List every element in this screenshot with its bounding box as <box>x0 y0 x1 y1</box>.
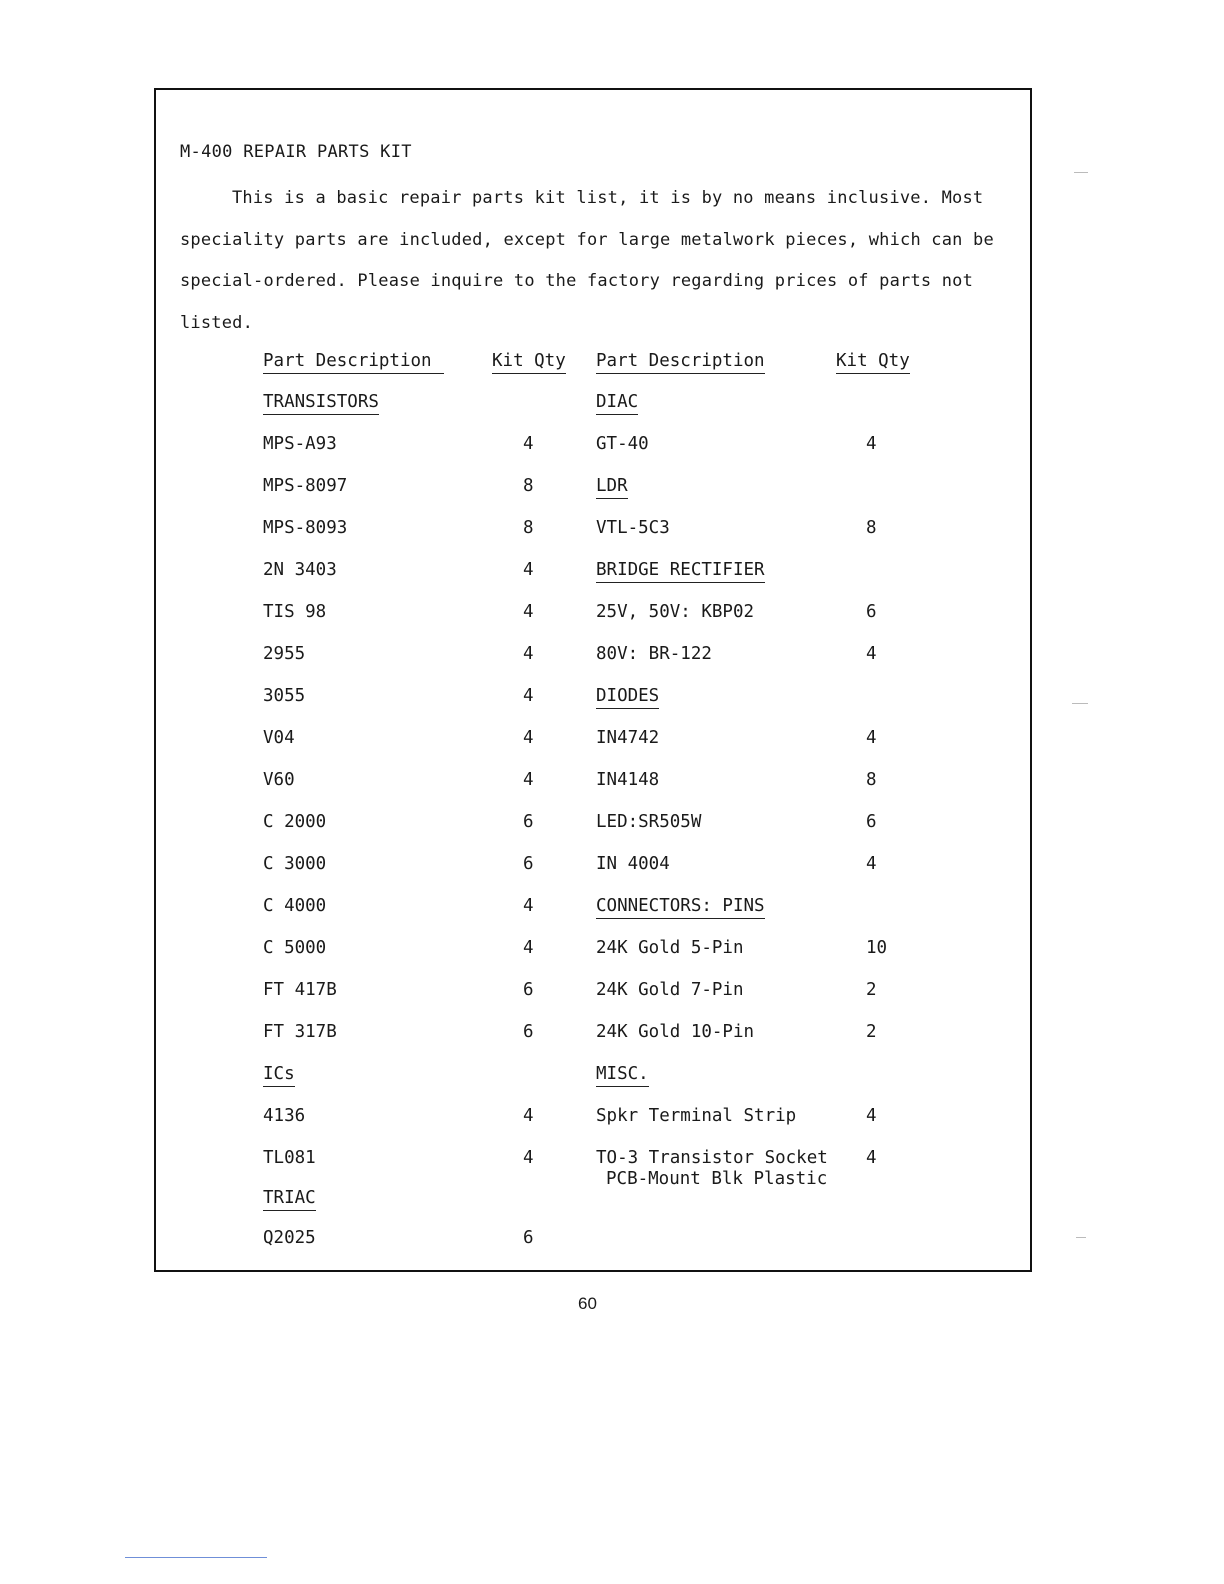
left-part-description <box>263 1228 316 1248</box>
right-kit-qty: 4 <box>866 854 877 874</box>
right-part-description <box>596 980 744 1000</box>
intro-line: speciality parts are included, except for large metalwork pieces, which can be <box>180 229 994 250</box>
left-kit-qty: 4 <box>523 1106 534 1126</box>
left-part-text: 4136 <box>263 1106 306 1126</box>
left-section-heading <box>263 1064 295 1084</box>
right-part-text: CONNECTORS: PINS <box>596 896 765 919</box>
right-section-heading <box>596 476 628 496</box>
left-part-text: C 5000 <box>263 938 327 958</box>
left-part-description <box>263 1106 305 1126</box>
left-kit-qty: 4 <box>523 434 534 454</box>
right-part-text: TO-3 Transistor Socket <box>596 1148 828 1168</box>
left-part-description <box>263 518 347 538</box>
left-part-text: C 4000 <box>263 896 327 916</box>
right-part-text: VTL-5C3 <box>596 518 670 538</box>
right-part-description <box>596 602 754 622</box>
scan-artifact-mark <box>1076 1237 1086 1238</box>
left-part-text: MPS-8097 <box>263 476 348 496</box>
right-part-description <box>596 812 701 832</box>
right-part-text: 24K Gold 7-Pin <box>596 980 744 1000</box>
scan-artifact-mark <box>1072 703 1088 704</box>
left-section-heading <box>263 1188 316 1208</box>
right-section-heading <box>596 392 638 412</box>
right-part-text: DIAC <box>596 392 638 415</box>
right-kit-qty: 6 <box>866 812 877 832</box>
left-part-text: C 3000 <box>263 854 327 874</box>
left-part-text: 2N 3403 <box>263 560 337 580</box>
intro-line: This is a basic repair parts kit list, it is by no means inclusive. Most <box>232 188 984 208</box>
left-kit-qty: 4 <box>523 896 534 916</box>
left-kit-qty: 4 <box>523 560 534 580</box>
right-part-text: DIODES <box>596 686 659 709</box>
left-part-text: FT 317B <box>263 1022 337 1042</box>
left-part-description <box>263 980 337 1000</box>
right-part-text: 24K Gold 10-Pin <box>596 1022 755 1042</box>
left-kit-qty: 4 <box>523 1148 534 1168</box>
document-title: M-400 REPAIR PARTS KIT <box>180 142 412 162</box>
left-kit-qty: 4 <box>523 602 534 622</box>
left-part-description <box>263 476 347 496</box>
left-kit-qty: 4 <box>523 686 534 706</box>
left-part-description <box>263 728 295 748</box>
right-part-description <box>606 1169 827 1189</box>
header-kit-qty-right: Kit Qty <box>836 351 910 374</box>
right-section-heading <box>596 686 659 706</box>
right-part-description <box>596 1022 754 1042</box>
right-kit-qty: 4 <box>866 1106 877 1126</box>
intro-line: special-ordered. Please inquire to the factory regarding prices of parts not <box>180 271 974 291</box>
right-part-description <box>596 434 649 454</box>
left-part-text: MPS-A93 <box>263 434 337 454</box>
left-part-text: V60 <box>263 770 295 790</box>
right-kit-qty: 10 <box>866 938 888 958</box>
left-part-text: 3055 <box>263 686 306 706</box>
right-kit-qty: 4 <box>866 644 877 664</box>
right-kit-qty: 2 <box>866 980 877 1000</box>
right-part-description <box>596 644 712 664</box>
left-part-text: TL081 <box>263 1148 316 1168</box>
right-section-heading <box>596 896 765 916</box>
right-part-text: BRIDGE RECTIFIER <box>596 560 765 583</box>
right-section-heading <box>596 1064 649 1084</box>
right-kit-qty: 4 <box>866 1148 877 1168</box>
right-kit-qty: 2 <box>866 1022 877 1042</box>
scan-artifact-mark <box>1074 172 1088 173</box>
left-part-description <box>263 812 326 832</box>
left-part-text: V04 <box>263 728 295 748</box>
left-kit-qty: 8 <box>523 518 534 538</box>
left-kit-qty: 6 <box>523 812 534 832</box>
right-part-description <box>596 518 670 538</box>
right-part-description <box>596 854 670 874</box>
right-part-text: Spkr Terminal Strip <box>596 1106 797 1126</box>
right-kit-qty: 6 <box>866 602 877 622</box>
right-part-text: IN4742 <box>596 728 660 748</box>
right-kit-qty: 8 <box>866 770 877 790</box>
left-part-description <box>263 1148 316 1168</box>
header-part-description-right: Part Description <box>596 351 765 374</box>
scan-artifact-line <box>125 1557 267 1558</box>
left-kit-qty: 6 <box>523 980 534 1000</box>
right-part-text: LDR <box>596 476 628 499</box>
header-kit-qty-left: Kit Qty <box>492 351 566 374</box>
right-section-heading <box>596 560 765 580</box>
right-part-text: 24K Gold 5-Pin <box>596 938 744 958</box>
left-section-heading <box>263 392 379 412</box>
left-kit-qty: 6 <box>523 1022 534 1042</box>
intro-paragraph <box>180 178 1000 344</box>
left-part-description <box>263 938 326 958</box>
left-part-text: C 2000 <box>263 812 327 832</box>
left-part-text: TIS 98 <box>263 602 327 622</box>
right-part-text: IN 4004 <box>596 854 670 874</box>
left-kit-qty: 4 <box>523 938 534 958</box>
left-part-text: TRIAC <box>263 1188 316 1211</box>
left-part-text: 2955 <box>263 644 306 664</box>
left-part-description <box>263 434 337 454</box>
left-part-description <box>263 602 326 622</box>
left-kit-qty: 6 <box>523 1228 534 1248</box>
right-part-text: 25V, 50V: KBP02 <box>596 602 755 622</box>
left-part-description <box>263 770 295 790</box>
right-kit-qty: 8 <box>866 518 877 538</box>
right-part-text: 80V: BR-122 <box>596 644 712 664</box>
left-part-text: MPS-8093 <box>263 518 348 538</box>
intro-line: listed. <box>180 312 254 333</box>
left-kit-qty: 4 <box>523 728 534 748</box>
left-part-text: Q2025 <box>263 1228 316 1248</box>
left-kit-qty: 4 <box>523 770 534 790</box>
right-part-text: LED:SR505W <box>596 812 702 832</box>
left-part-description <box>263 560 337 580</box>
right-part-description <box>596 770 659 790</box>
left-part-description <box>263 1022 337 1042</box>
left-part-text: ICs <box>263 1064 295 1087</box>
left-part-description <box>263 854 326 874</box>
left-part-text: FT 417B <box>263 980 337 1000</box>
right-part-text: MISC. <box>596 1064 649 1087</box>
right-part-description <box>596 938 744 958</box>
right-kit-qty: 4 <box>866 434 877 454</box>
right-part-description <box>596 1106 796 1126</box>
left-part-text: TRANSISTORS <box>263 392 379 415</box>
left-part-description <box>263 686 305 706</box>
right-kit-qty: 4 <box>866 728 877 748</box>
right-part-text: IN4148 <box>596 770 660 790</box>
right-part-text: GT-40 <box>596 434 649 454</box>
left-kit-qty: 4 <box>523 644 534 664</box>
right-part-text: PCB-Mount Blk Plastic <box>606 1169 828 1189</box>
left-part-description <box>263 644 305 664</box>
right-part-description <box>596 728 659 748</box>
right-part-description <box>596 1148 828 1168</box>
left-kit-qty: 6 <box>523 854 534 874</box>
left-part-description <box>263 896 326 916</box>
left-kit-qty: 8 <box>523 476 534 496</box>
header-part-description-left: Part Description <box>263 351 444 374</box>
page-number: 60 <box>578 1294 597 1313</box>
